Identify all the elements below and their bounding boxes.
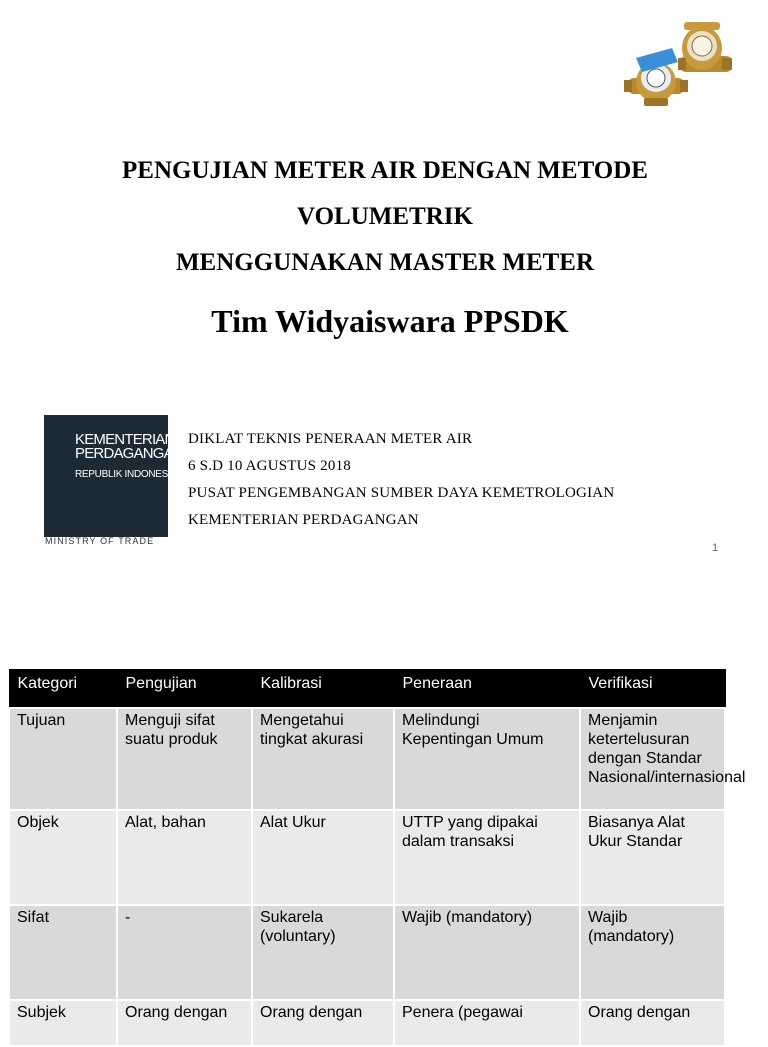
logo-text-line2: PERDAGANGAN <box>75 445 183 462</box>
logo-caption: MINISTRY OF TRADE <box>45 536 155 546</box>
table-cell: Mengetahui tingkat akurasi <box>252 708 394 810</box>
table-cell: Wajib (mandatory) <box>394 905 580 1000</box>
table-row <box>9 1000 725 1046</box>
table-cell: Menjamin ketertelusuran dengan Standar Nasional/internasional <box>580 708 725 810</box>
water-meter-blue-icon <box>624 48 688 106</box>
table-cell: Orang dengan <box>252 1000 394 1046</box>
slide-title-line: VOLUMETRIK <box>297 203 473 230</box>
table-cell: Sukarela (voluntary) <box>252 905 394 1000</box>
table-cell: Objek <box>9 810 117 905</box>
table-cell: Menguji sifat suatu produk <box>117 708 252 810</box>
table-header-cell: Verifikasi <box>580 670 725 709</box>
table-cell: Alat Ukur <box>252 810 394 905</box>
table-header-cell: Kalibrasi <box>252 670 394 709</box>
table-cell: Sifat <box>9 905 117 1000</box>
table-header-cell: Pengujian <box>117 670 252 709</box>
table-cell: Tujuan <box>9 708 117 810</box>
event-info-line: KEMENTERIAN PERDAGANGAN <box>188 512 419 528</box>
logo-text-line1: KEMENTERIAN <box>75 431 175 448</box>
slide-title-line: PENGUJIAN METER AIR DENGAN METODE <box>122 157 648 184</box>
table-header-cell: Kategori <box>9 670 117 709</box>
event-info-line: PUSAT PENGEMBANGAN SUMBER DAYA KEMETROLOGIAN <box>188 485 615 501</box>
page-number: 1 <box>712 542 719 554</box>
slide-title-line: MENGGUNAKAN MASTER METER <box>175 249 595 276</box>
table-row <box>9 810 725 905</box>
table-cell: Orang dengan <box>580 1000 725 1046</box>
table-cell: Orang dengan <box>117 1000 252 1046</box>
table-header-cell: Peneraan <box>394 670 580 709</box>
slide-author: Tim Widyaiswara PPSDK <box>211 303 569 339</box>
table-cell: Alat, bahan <box>117 810 252 905</box>
table-row <box>9 905 725 1000</box>
table-cell: Biasanya Alat Ukur Standar <box>580 810 725 905</box>
event-info-line: DIKLAT TEKNIS PENERAAN METER AIR <box>188 431 473 447</box>
table-row <box>9 708 725 810</box>
water-meter-illustration <box>622 18 734 113</box>
slide-title <box>40 148 730 286</box>
event-info-line: 6 S.D 10 AGUSTUS 2018 <box>188 458 351 474</box>
ministry-logo <box>44 415 183 537</box>
event-info <box>188 426 614 534</box>
table-cell: Penera (pegawai <box>394 1000 580 1046</box>
water-meter-brass-icon <box>678 22 732 72</box>
table-header-row <box>9 670 725 709</box>
table-cell: Subjek <box>9 1000 117 1046</box>
logo-text-line3: REPUBLIK INDONESIA <box>75 469 177 480</box>
table-cell: - <box>117 905 252 1000</box>
comparison-table <box>8 669 746 1047</box>
table-cell: Wajib (mandatory) <box>580 905 725 1000</box>
table-cell: Melindungi Kepentingan Umum <box>394 708 580 810</box>
table-cell: UTTP yang dipakai dalam transaksi <box>394 810 580 905</box>
